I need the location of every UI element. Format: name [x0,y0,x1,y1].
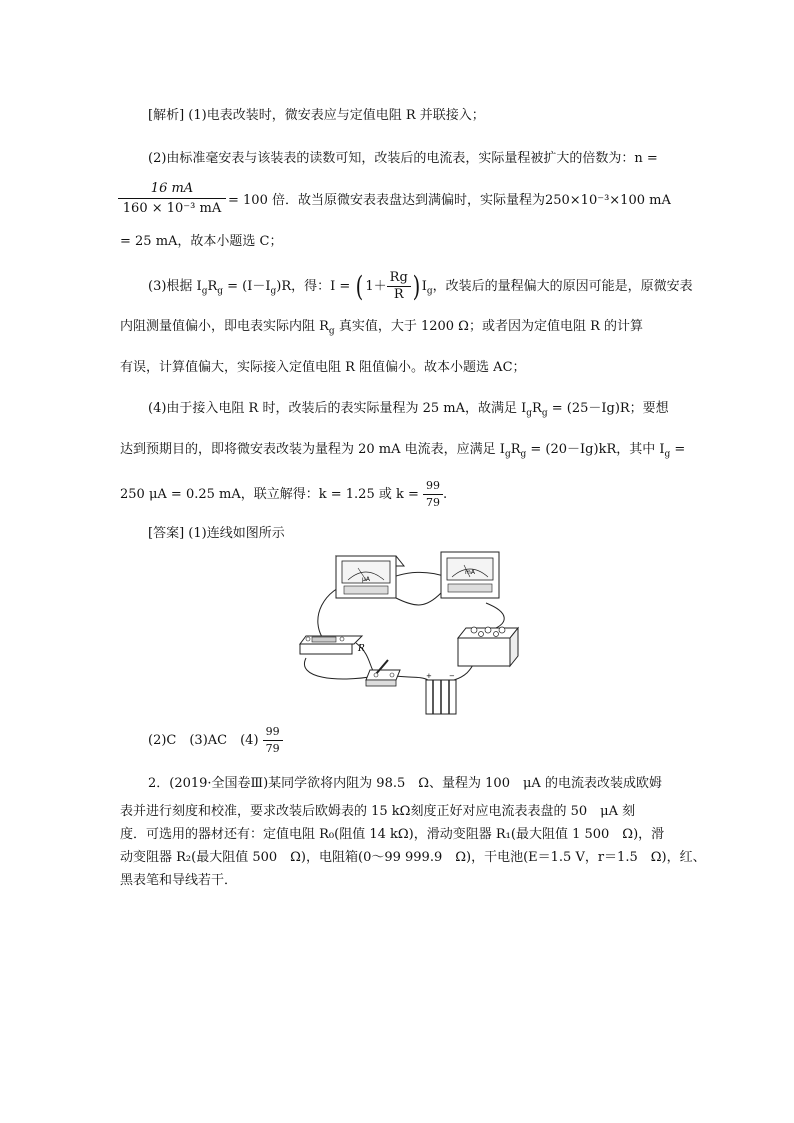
analysis-text: 250 μA = 0.25 mA，联立解得：k = 1.25 或 k = [120,487,419,502]
answer-fraction [263,724,283,757]
rg-over-r-fraction [387,270,411,303]
resistor-label: R [358,644,365,654]
svg-text:+: + [426,672,432,680]
answer-line2 [148,724,283,758]
analysis-text: (4)由于接入电阻 R 时，改装后的表实际量程为 25 mA，故满足 I [148,401,527,416]
meter-label: mA [465,569,475,576]
question-text: 度．可选用的器材还有：定值电阻 R₀(阻值 14 kΩ)，滑动变阻器 R₁(最大阻值 1 500 Ω)，滑 [120,827,665,842]
fraction-denominator: R [393,287,404,302]
analysis-text: = (20－Ig)kR，其中 I [526,442,665,457]
question-line1 [148,775,662,793]
fraction-denominator: 160 × 10⁻³ mA [122,201,222,216]
analysis-text: 达到预期目的，即将微安表改装为量程为 20 mA 电流表，应满足 I [120,442,505,457]
fraction-denominator: 79 [426,496,441,509]
wire [304,658,376,679]
analysis-text: )R，得：I = [276,279,355,294]
question-text: 黑表笔和导线若干． [120,873,238,888]
fraction-numerator: Rg [387,270,411,287]
analysis-text: (3)根据 I [148,279,202,294]
analysis-part3-line2: 内阻测量值偏小，即电表实际内阻 $R_g$ 真实值，大于 1200 Ω；或者因为定值电阻 R 的计算 [120,319,643,337]
wire [396,593,441,605]
question-line3 [120,826,664,844]
fraction-numerator: 16 mA [118,180,226,199]
analysis-part4-line2: 达到预期目的，即将微安表改装为量程为 20 mA 电流表，应满足 $I_gR_g = (20-Ig)kR$，其中 $I_g$ = [120,442,686,460]
question-text: 表并进行刻度和校准，要求改装后欧姆表的 15 kΩ刻度正好对应电流表表盘的 50 μA 刻 [120,804,636,819]
question-text: 2．(2019·全国卷Ⅲ)某同学欲将内阻为 98.5 Ω、量程为 100 μA 的电流表改装成欧姆 [148,776,662,791]
analysis-text: = (25－Ig)R；要想 [547,401,669,416]
question-line4 [120,849,706,867]
battery [426,672,456,714]
analysis-text: = 25 mA，故本小题选 C； [120,234,283,249]
milliammeter [441,552,499,598]
wire [396,676,428,680]
analysis-text: R [207,279,218,294]
analysis-part3-line3 [120,359,526,377]
analysis-part2-intro [148,150,658,168]
circuit-diagram-figure [296,548,524,718]
resistance-box [458,627,518,666]
analysis-part2-conclusion [120,233,283,251]
question-text: 动变阻器 R₂(最大阻值 500 Ω)，电阻箱(0～99 999.9 Ω)，干电池(E＝1.5 V，r＝1.5 Ω)，红、 [120,850,706,865]
analysis-text: = [670,442,686,457]
meter-label: μA [362,576,370,583]
analysis-text: 真实值，大于 1200 Ω；或者因为定值电阻 R 的计算 [334,319,643,334]
answer-text: (2)C (3)AC (4) [148,733,259,748]
ratio-fraction [118,180,226,219]
question-line5 [120,872,237,890]
switch [366,660,400,686]
question-line2 [120,803,635,821]
analysis-part4-line1: (4)由于接入电阻 R 时，改装后的表实际量程为 25 mA，故满足 $I_gR_g = (25-Ig)R$；要想 [148,401,669,419]
answer-line1 [148,525,285,543]
k-fraction [423,478,443,511]
svg-text:−: − [449,672,455,680]
analysis-part1 [148,107,485,125]
wire [486,603,504,628]
analysis-text: (2)由标准毫安表与该装表的读数可知，改装后的电流表，实际量程被扩大的倍数为：n = [148,151,658,166]
analysis-text: = (I－I [223,279,271,294]
analysis-text: 有误，计算值偏大，实际接入定值电阻 R 阻值偏小。故本小题选 AC； [120,360,526,375]
left-paren: ( [356,269,364,303]
analysis-part3-formula: (3)根据 $I_gR_g = (I-I_g)R$，得：I = ( 1＋ $\frac{Rg}{R}$ ) $I_g$，改装后的量程偏大的原因可能是，原微安表 [148,269,693,303]
microammeter [336,556,404,598]
analysis-part2-result [228,192,671,210]
answer-text: [答案] (1)连线如图所示 [148,526,285,541]
fraction-denominator: 79 [265,742,280,755]
analysis-part4-line3 [120,478,447,512]
analysis-text: [解析] (1)电表改装时，微安表应与定值电阻 R 并联接入； [148,108,485,123]
right-paren: ) [412,269,421,303]
analysis-text: = 100 倍．故当原微安表表盘达到满偏时，实际量程为250×10⁻³×100 mA [228,193,671,208]
analysis-text: ，改装后的量程偏大的原因可能是，原微安表 [432,279,693,294]
resistor-R [300,636,365,654]
fraction-numerator: 99 [263,724,283,741]
fraction-numerator: 99 [423,478,443,495]
analysis-text: 内阻测量值偏小，即电表实际内阻 R [120,319,329,334]
analysis-text: . [443,487,448,502]
